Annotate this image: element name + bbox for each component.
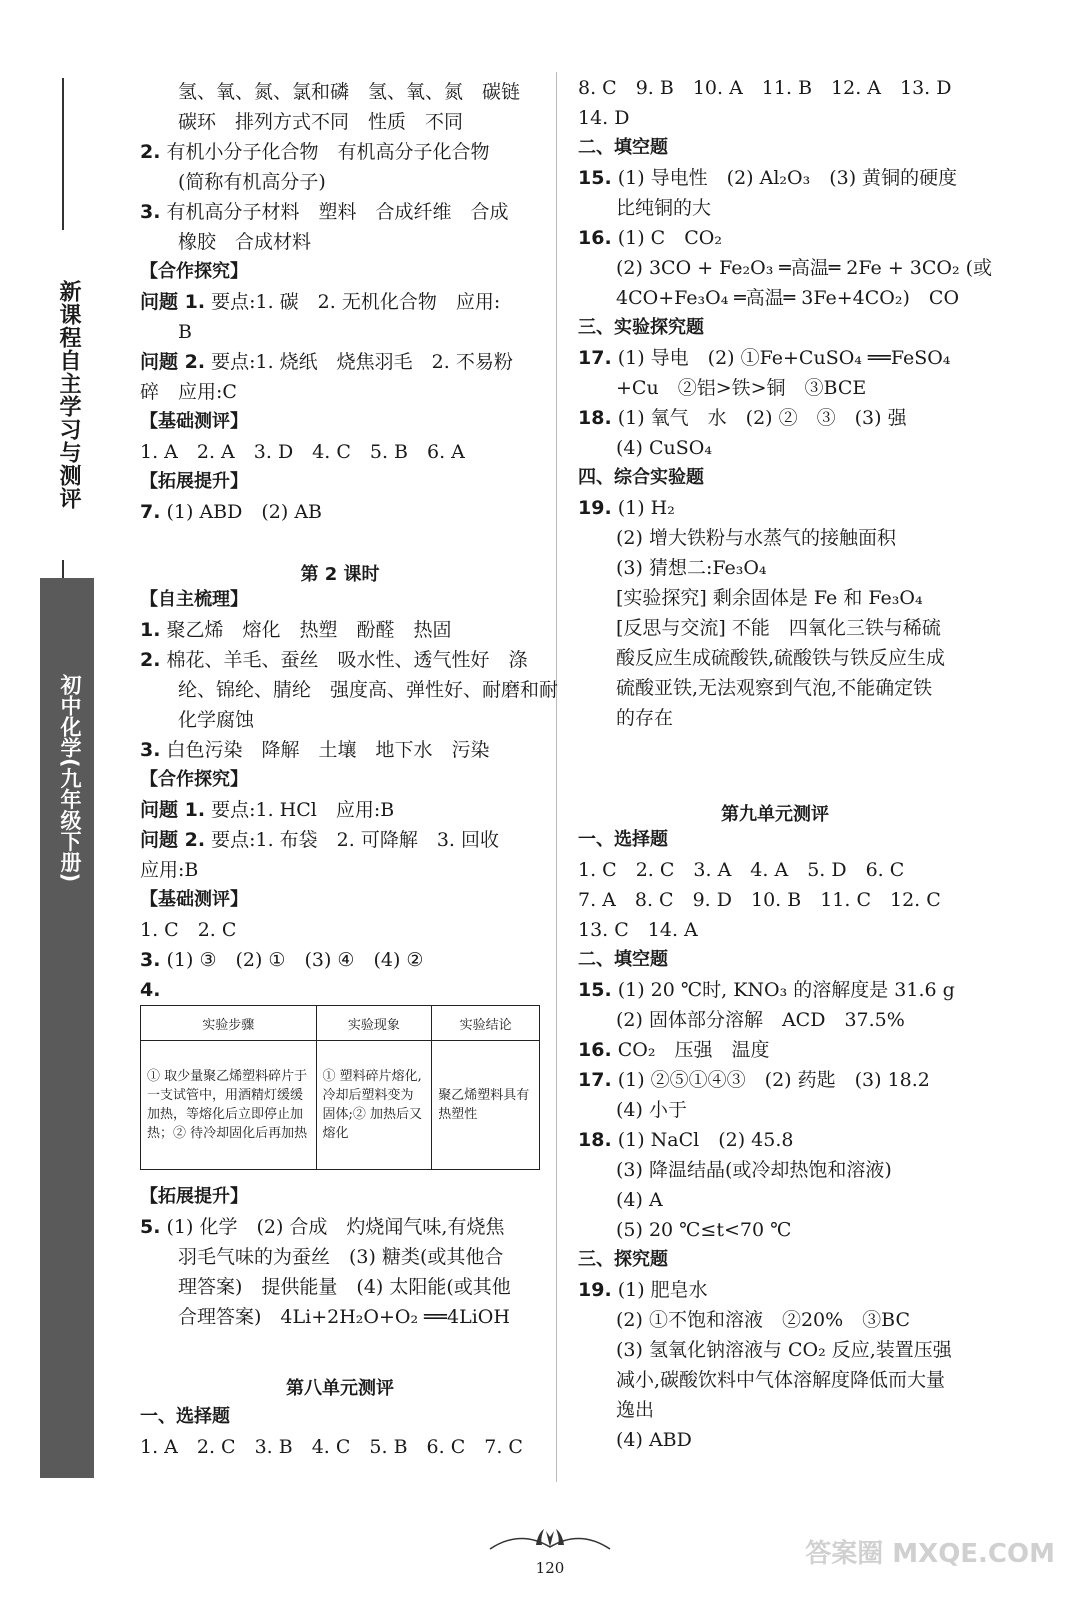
answer-line [140,978,160,1002]
answer-line [578,1068,930,1092]
answer-text: 8. C 9. B 10. A 11. B 12. A 13. D [578,77,952,99]
question-number: 问题 2. [140,351,206,373]
table-cell-step: ① 取少量聚乙烯塑料碎片于一支试管中，用酒精灯缓缓加热，等熔化后立即停止加热；② 待冷却固化后再加热 [141,1041,317,1170]
answer-text: 减小,碳酸饮料中气体溶解度降低而大量 [578,1369,946,1391]
answer-line [140,1215,504,1239]
section-heading: 【自主梳理】 [140,589,248,610]
answer-line [140,110,463,134]
answer-line [140,170,326,194]
question-number: 问题 1. [140,799,206,821]
answer-text: (4) CuSO₄ [578,437,712,459]
answer-line [578,166,957,190]
answer-line [140,678,558,702]
answer-text: [实验探究] 剩余固体是 Fe 和 Fe₃O₄ [578,587,923,609]
answer-text: 理答案) 提供能量 (4) 太阳能(或其他 [140,1276,511,1298]
answer-text: (1) 导电 (2) ①Fe+CuSO₄ ══FeSO₄ [611,347,951,369]
answer-text: (2) ①不饱和溶液 ②20% ③BC [578,1309,911,1331]
table-cell-phenomenon: ① 塑料碎片熔化,冷却后塑料变为固体;② 加热后又熔化 [316,1041,432,1170]
answer-text: (3) 降温结晶(或冷却热饱和溶液) [578,1159,892,1181]
answer-line [140,1275,511,1299]
section-title-unit9: 第九单元测评 [721,804,829,825]
answer-text: 1. C 2. C 3. A 4. A 5. D 6. C [578,859,905,881]
answer-line [578,616,941,640]
question-number: 17. [578,347,612,369]
answer-line [140,858,198,882]
experiment-table [140,1005,540,1170]
answer-text: 比纯铜的大 [578,197,712,219]
section-heading: 一、选择题 [140,1406,230,1427]
answer-text: (1) 20 ℃时, KNO₃ 的溶解度是 31.6 g [611,979,955,1001]
answer-line [140,1245,503,1269]
table-row [141,1041,540,1170]
answer-text: 合理答案) 4Li+2H₂O+O₂ ══4LiOH [140,1306,510,1328]
answer-line [578,978,955,1002]
section-heading: 四、综合实验题 [578,467,704,488]
answer-line [578,1428,692,1452]
answer-text: 逸出 [578,1399,655,1421]
question-number: 4. [140,979,161,1001]
answer-text: 4CO+Fe₃O₄ ═高温═ 3Fe+4CO₂) CO [578,287,960,309]
answer-text: (1) H₂ [611,497,675,519]
answer-text: 应用:B [140,859,199,881]
answer-line [140,140,490,164]
answer-line [140,380,237,404]
page-number: 120 [535,1559,565,1577]
question-number: 3. [140,739,161,761]
answer-text: 要点:1. HCl 应用:B [205,799,395,821]
answer-text: [反思与交流] 不能 四氧化三铁与稀硫 [578,617,941,639]
section-title-unit8: 第八单元测评 [286,1378,394,1399]
answer-text: (1) ②⑤①④③ (2) 药匙 (3) 18.2 [611,1069,930,1091]
page-footer [480,1525,620,1585]
answer-text: (2) 增大铁粉与水蒸气的接触面积 [578,527,896,549]
answer-text: 要点:1. 布袋 2. 可降解 3. 回收 [205,829,500,851]
answer-text: (4) ABD [578,1429,692,1451]
answer-text: (1) 导电性 (2) Al₂O₃ (3) 黄铜的硬度 [611,167,958,189]
ornament-icon [480,1525,620,1555]
section-heading: 【合作探究】 [140,769,248,790]
question-number: 3. [140,201,161,223]
answer-line [140,708,254,732]
answer-text: 1. C 2. C [140,919,237,941]
answer-line [140,500,322,524]
answer-text: 的存在 [578,707,674,729]
answer-text: (5) 20 ℃≤t<70 ℃ [578,1219,792,1241]
answer-line [578,646,945,670]
section-title-lesson2: 第 2 课时 [300,564,380,585]
answer-text: 碎 应用:C [140,381,237,403]
answer-line [578,888,941,912]
answer-text: 有机高分子材料 塑料 合成纤维 合成 [160,201,509,223]
question-number: 15. [578,167,612,189]
question-number: 19. [578,1279,612,1301]
answer-line [578,406,907,430]
answer-line [140,738,490,762]
section-heading: 【拓展提升】 [140,1186,248,1207]
answer-line [578,1128,794,1152]
answer-line [578,106,630,130]
answer-line [140,200,509,224]
question-number: 16. [578,227,612,249]
question-number: 问题 1. [140,291,206,313]
table-cell-conclusion: 聚乙烯塑料具有热塑性 [432,1041,540,1170]
answer-text: 1. A 2. C 3. B 4. C 5. B 6. C 7. C [140,1436,523,1458]
answer-text: B [140,321,192,343]
question-number: 5. [140,1216,161,1238]
book-sidebar [40,78,94,1478]
answer-text: 橡胶 合成材料 [140,231,312,253]
question-number: 2. [140,649,161,671]
section-heading: 三、探究题 [578,1249,668,1270]
answer-text: (1) C CO₂ [611,227,722,249]
answer-text: (2) 固体部分溶解 ACD 37.5% [578,1009,905,1031]
answer-text: 1. A 2. A 3. D 4. C 5. B 6. A [140,441,465,463]
answer-text: (2) 3CO + Fe₂O₃ ═高温═ 2Fe + 3CO₂ (或 [578,257,993,279]
answer-line [578,1308,910,1332]
answer-line [140,648,528,672]
answer-text: (3) 猜想二:Fe₃O₄ [578,557,767,579]
answer-line [578,376,866,400]
answer-line [578,526,896,550]
answer-text: (1) 氧气 水 (2) ② ③ (3) 强 [611,407,907,429]
question-number: 1. [140,619,161,641]
answer-line [140,1435,523,1459]
answer-line [578,556,767,580]
answer-line [578,76,952,100]
answer-line [578,1338,952,1362]
answer-line [140,798,394,822]
answer-line [578,346,950,370]
answer-line [140,918,236,942]
answer-text: 碳环 排列方式不同 性质 不同 [140,111,464,133]
answer-line [578,918,698,942]
question-number: 17. [578,1069,612,1091]
answer-text: CO₂ 压强 温度 [611,1039,770,1061]
section-heading: 二、填空题 [578,137,668,158]
answer-text: 7. A 8. C 9. D 10. B 11. C 12. C [578,889,941,911]
table-header-row [141,1006,540,1041]
answer-line [578,1188,663,1212]
question-number: 15. [578,979,612,1001]
answer-text: 14. D [578,107,630,129]
answer-text: 化学腐蚀 [140,709,255,731]
answer-line [578,1218,791,1242]
table-header: 实验现象 [316,1006,432,1041]
answer-line [578,1098,687,1122]
answer-text: (1) NaCl (2) 45.8 [611,1129,794,1151]
answer-text: (4) 小于 [578,1099,687,1121]
answer-line [140,948,423,972]
answer-text: (3) 氢氧化钠溶液与 CO₂ 反应,装置压强 [578,1339,952,1361]
answer-text: 羽毛气味的为蚕丝 (3) 糖类(或其他合 [140,1246,504,1268]
question-number: 18. [578,407,612,429]
section-heading: 【合作探究】 [140,261,248,282]
answer-line [578,676,932,700]
table-header: 实验步骤 [141,1006,317,1041]
answer-line [140,1305,510,1329]
answer-line [140,350,513,374]
question-number: 19. [578,497,612,519]
section-heading: 三、实验探究题 [578,317,704,338]
answer-text: 聚乙烯 熔化 热塑 酚醛 热固 [160,619,452,641]
section-heading: 【拓展提升】 [140,471,248,492]
answer-text: (1) 肥皂水 [611,1279,708,1301]
answer-line [578,496,675,520]
series-title: 新课程自主学习与测评 [48,230,82,560]
answer-text: (1) 化学 (2) 合成 灼烧闻气味,有烧焦 [160,1216,505,1238]
answer-line [578,256,992,280]
answer-line [578,858,904,882]
answer-line [578,1008,905,1032]
question-number: 7. [140,501,161,523]
answer-text: 纶、锦纶、腈纶 强度高、弹性好、耐磨和耐 [140,679,559,701]
section-heading: 【基础测评】 [140,889,248,910]
question-number: 3. [140,949,161,971]
answer-line [578,226,722,250]
answer-text: 有机小分子化合物 有机高分子化合物 [160,141,490,163]
section-heading: 【基础测评】 [140,411,248,432]
answer-text: 棉花、羊毛、蚕丝 吸水性、透气性好 涤 [160,649,528,671]
answer-text: 要点:1. 碳 2. 无机化合物 应用: [205,291,501,313]
answer-line [578,706,673,730]
answer-line [578,196,711,220]
answer-text: 硫酸亚铁,无法观察到气泡,不能确定铁 [578,677,933,699]
question-number: 问题 2. [140,829,206,851]
answer-text: (1) ABD (2) AB [160,501,322,523]
section-heading: 二、填空题 [578,949,668,970]
answer-line [140,320,192,344]
answer-text: 13. C 14. A [578,919,698,941]
answer-line [578,1158,892,1182]
question-number: 18. [578,1129,612,1151]
subject-band [40,578,94,1478]
answer-line [578,1278,708,1302]
answer-text: (4) A [578,1189,663,1211]
answer-text: +Cu ②铝>铁>铜 ③BCE [578,377,867,399]
question-number: 2. [140,141,161,163]
answer-line [140,618,452,642]
section-heading: 一、选择题 [578,829,668,850]
answer-line [140,440,465,464]
answer-line [578,586,923,610]
answer-text: (1) ③ (2) ① (3) ④ (4) ② [160,949,424,971]
answer-text: 酸反应生成硫酸铁,硫酸铁与铁反应生成 [578,647,946,669]
subject-title: 初中化学(九年级下册) [58,673,82,883]
answer-line [140,80,520,104]
question-number: 16. [578,1039,612,1061]
watermark: 答案圈 MXQE.COM [805,1539,1055,1569]
answer-line [578,286,959,310]
answer-line [578,1368,945,1392]
answer-line [140,290,500,314]
answer-line [578,1038,769,1062]
answer-line [578,436,712,460]
answer-text: 氢、氧、氮、氯和磷 氢、氧、氮 碳链 [140,81,521,103]
answer-text: 要点:1. 烧纸 烧焦羽毛 2. 不易粉 [205,351,513,373]
answer-line [578,1398,654,1422]
answer-text: (简称有机高分子) [140,171,326,193]
table-header: 实验结论 [432,1006,540,1041]
answer-line [140,828,499,852]
column-divider [556,72,557,1482]
answer-line [140,230,311,254]
answer-text: 白色污染 降解 土壤 地下水 污染 [160,739,490,761]
